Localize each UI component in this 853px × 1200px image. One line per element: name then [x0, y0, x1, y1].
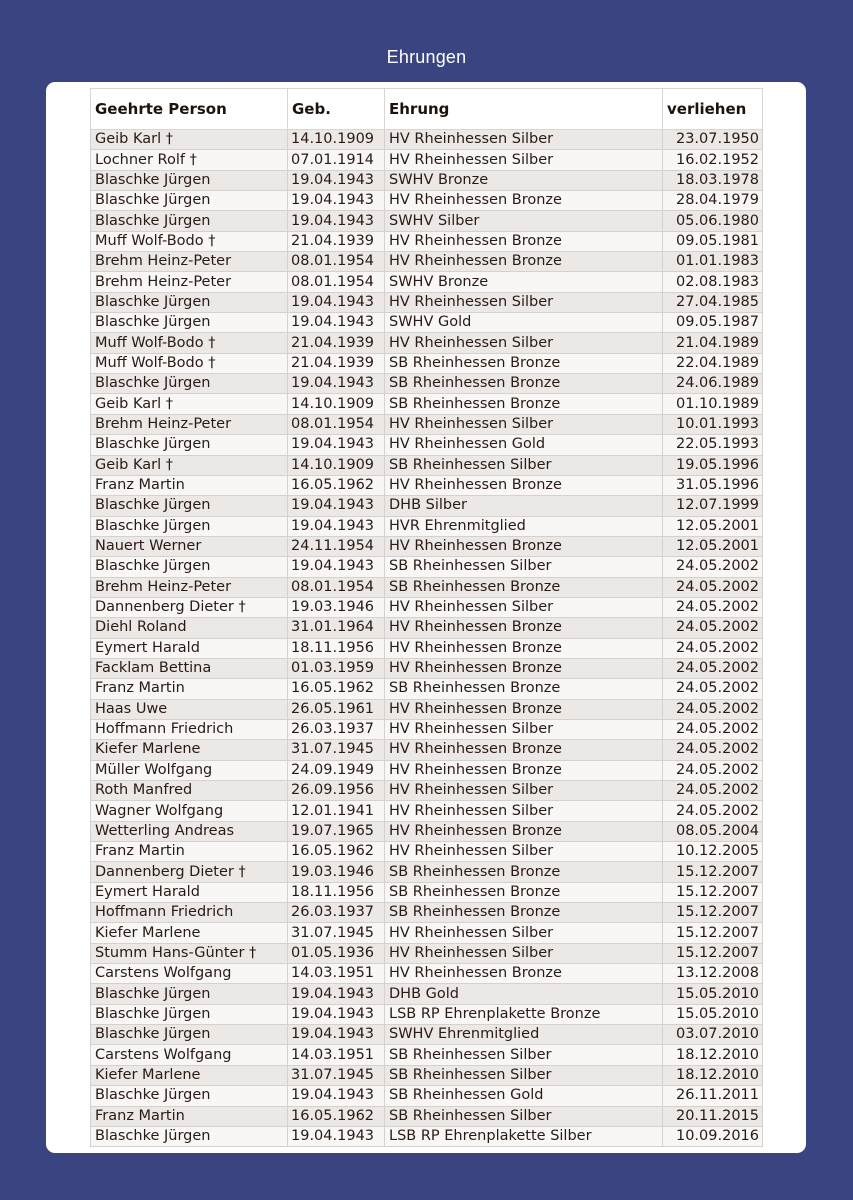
- table-row: [91, 923, 763, 943]
- table-row: [91, 231, 763, 251]
- table-row: [91, 211, 763, 231]
- table-row: [91, 760, 763, 780]
- cell-person: Blaschke Jürgen: [91, 1025, 288, 1045]
- table-row: [91, 740, 763, 760]
- cell-person: Blaschke Jürgen: [91, 1086, 288, 1106]
- cell-awarded: 21.04.1989: [663, 333, 763, 353]
- cell-birthdate: 21.04.1939: [288, 231, 385, 251]
- cell-birthdate: 14.10.1909: [288, 130, 385, 150]
- table-row: [91, 801, 763, 821]
- cell-awarded: 27.04.1985: [663, 292, 763, 312]
- cell-birthdate: 19.04.1943: [288, 292, 385, 312]
- cell-awarded: 22.04.1989: [663, 353, 763, 373]
- cell-awarded: 12.05.2001: [663, 536, 763, 556]
- cell-person: Blaschke Jürgen: [91, 1126, 288, 1146]
- cell-honor: HV Rheinhessen Bronze: [385, 252, 663, 272]
- cell-honor: SB Rheinhessen Bronze: [385, 882, 663, 902]
- cell-awarded: 16.02.1952: [663, 150, 763, 170]
- column-header-person: Geehrte Person: [91, 89, 288, 130]
- cell-honor: HV Rheinhessen Silber: [385, 842, 663, 862]
- table-row: [91, 679, 763, 699]
- cell-awarded: 10.12.2005: [663, 842, 763, 862]
- cell-awarded: 24.05.2002: [663, 699, 763, 719]
- cell-honor: SB Rheinhessen Silber: [385, 1045, 663, 1065]
- cell-person: Haas Uwe: [91, 699, 288, 719]
- cell-person: Brehm Heinz-Peter: [91, 272, 288, 292]
- cell-awarded: 24.05.2002: [663, 781, 763, 801]
- table-row: [91, 313, 763, 333]
- table-row: [91, 597, 763, 617]
- cell-birthdate: 08.01.1954: [288, 414, 385, 434]
- cell-honor: SB Rheinhessen Silber: [385, 1065, 663, 1085]
- cell-person: Lochner Rolf †: [91, 150, 288, 170]
- cell-birthdate: 26.09.1956: [288, 781, 385, 801]
- column-header-awarded: verliehen: [663, 89, 763, 130]
- cell-awarded: 15.05.2010: [663, 984, 763, 1004]
- cell-birthdate: 26.03.1937: [288, 719, 385, 739]
- cell-honor: HV Rheinhessen Silber: [385, 943, 663, 963]
- table-row: [91, 353, 763, 373]
- column-header-birthdate: Geb.: [288, 89, 385, 130]
- cell-person: Hoffmann Friedrich: [91, 719, 288, 739]
- cell-awarded: 24.06.1989: [663, 374, 763, 394]
- cell-honor: HV Rheinhessen Silber: [385, 719, 663, 739]
- cell-awarded: 18.03.1978: [663, 170, 763, 190]
- cell-person: Blaschke Jürgen: [91, 435, 288, 455]
- cell-awarded: 15.12.2007: [663, 882, 763, 902]
- table-row: [91, 618, 763, 638]
- table-row: [91, 394, 763, 414]
- cell-person: Blaschke Jürgen: [91, 191, 288, 211]
- table-row: [91, 333, 763, 353]
- cell-birthdate: 19.04.1943: [288, 1086, 385, 1106]
- cell-awarded: 24.05.2002: [663, 679, 763, 699]
- cell-birthdate: 14.03.1951: [288, 964, 385, 984]
- cell-awarded: 24.05.2002: [663, 740, 763, 760]
- table-body: [91, 130, 763, 1147]
- cell-birthdate: 01.03.1959: [288, 658, 385, 678]
- table-row: [91, 821, 763, 841]
- cell-person: Muff Wolf-Bodo †: [91, 231, 288, 251]
- cell-awarded: 15.12.2007: [663, 943, 763, 963]
- table-header-row: [91, 89, 763, 130]
- cell-birthdate: 16.05.1962: [288, 475, 385, 495]
- cell-person: Eymert Harald: [91, 638, 288, 658]
- table-row: [91, 536, 763, 556]
- cell-honor: SWHV Gold: [385, 313, 663, 333]
- cell-person: Kiefer Marlene: [91, 740, 288, 760]
- cell-birthdate: 16.05.1962: [288, 679, 385, 699]
- cell-person: Hoffmann Friedrich: [91, 903, 288, 923]
- cell-honor: SB Rheinhessen Gold: [385, 1086, 663, 1106]
- cell-awarded: 05.06.1980: [663, 211, 763, 231]
- cell-birthdate: 19.04.1943: [288, 516, 385, 536]
- cell-person: Dannenberg Dieter †: [91, 597, 288, 617]
- column-header-honor: Ehrung: [385, 89, 663, 130]
- honors-table: [90, 88, 763, 1147]
- cell-person: Geib Karl †: [91, 394, 288, 414]
- cell-awarded: 24.05.2002: [663, 658, 763, 678]
- cell-person: Brehm Heinz-Peter: [91, 414, 288, 434]
- cell-birthdate: 19.07.1965: [288, 821, 385, 841]
- cell-birthdate: 26.03.1937: [288, 903, 385, 923]
- table-row: [91, 414, 763, 434]
- cell-honor: HV Rheinhessen Silber: [385, 292, 663, 312]
- table-row: [91, 1086, 763, 1106]
- cell-person: Carstens Wolfgang: [91, 1045, 288, 1065]
- table-row: [91, 882, 763, 902]
- cell-honor: HVR Ehrenmitglied: [385, 516, 663, 536]
- cell-person: Muff Wolf-Bodo †: [91, 353, 288, 373]
- cell-awarded: 10.09.2016: [663, 1126, 763, 1146]
- cell-awarded: 24.05.2002: [663, 719, 763, 739]
- cell-honor: HV Rheinhessen Bronze: [385, 191, 663, 211]
- cell-honor: SB Rheinhessen Silber: [385, 455, 663, 475]
- table-row: [91, 130, 763, 150]
- table-row: [91, 170, 763, 190]
- cell-honor: HV Rheinhessen Gold: [385, 435, 663, 455]
- cell-person: Geib Karl †: [91, 130, 288, 150]
- cell-birthdate: 19.04.1943: [288, 1025, 385, 1045]
- cell-birthdate: 19.04.1943: [288, 557, 385, 577]
- cell-person: Roth Manfred: [91, 781, 288, 801]
- cell-awarded: 01.01.1983: [663, 252, 763, 272]
- cell-awarded: 15.12.2007: [663, 862, 763, 882]
- cell-honor: HV Rheinhessen Silber: [385, 414, 663, 434]
- cell-person: Carstens Wolfgang: [91, 964, 288, 984]
- cell-awarded: 12.07.1999: [663, 496, 763, 516]
- cell-awarded: 15.12.2007: [663, 903, 763, 923]
- cell-person: Brehm Heinz-Peter: [91, 252, 288, 272]
- cell-awarded: 15.05.2010: [663, 1004, 763, 1024]
- cell-honor: HV Rheinhessen Silber: [385, 781, 663, 801]
- table-row: [91, 1106, 763, 1126]
- cell-awarded: 01.10.1989: [663, 394, 763, 414]
- cell-honor: SWHV Bronze: [385, 170, 663, 190]
- table-row: [91, 984, 763, 1004]
- cell-honor: HV Rheinhessen Bronze: [385, 536, 663, 556]
- cell-person: Blaschke Jürgen: [91, 292, 288, 312]
- cell-birthdate: 16.05.1962: [288, 1106, 385, 1126]
- cell-honor: SB Rheinhessen Bronze: [385, 903, 663, 923]
- cell-person: Blaschke Jürgen: [91, 516, 288, 536]
- cell-awarded: 31.05.1996: [663, 475, 763, 495]
- cell-honor: DHB Silber: [385, 496, 663, 516]
- cell-person: Blaschke Jürgen: [91, 557, 288, 577]
- cell-awarded: 24.05.2002: [663, 801, 763, 821]
- cell-awarded: 28.04.1979: [663, 191, 763, 211]
- table-row: [91, 577, 763, 597]
- cell-person: Stumm Hans-Günter †: [91, 943, 288, 963]
- cell-birthdate: 14.10.1909: [288, 455, 385, 475]
- table-row: [91, 496, 763, 516]
- cell-awarded: 03.07.2010: [663, 1025, 763, 1045]
- table-row: [91, 516, 763, 536]
- cell-person: Kiefer Marlene: [91, 923, 288, 943]
- table-row: [91, 1025, 763, 1045]
- cell-awarded: 22.05.1993: [663, 435, 763, 455]
- cell-awarded: 24.05.2002: [663, 638, 763, 658]
- cell-honor: SB Rheinhessen Bronze: [385, 679, 663, 699]
- cell-awarded: 24.05.2002: [663, 618, 763, 638]
- cell-awarded: 24.05.2002: [663, 557, 763, 577]
- cell-person: Franz Martin: [91, 1106, 288, 1126]
- honors-card: [46, 82, 806, 1153]
- cell-birthdate: 19.04.1943: [288, 170, 385, 190]
- cell-honor: SB Rheinhessen Silber: [385, 1106, 663, 1126]
- cell-birthdate: 18.11.1956: [288, 638, 385, 658]
- table-row: [91, 699, 763, 719]
- table-row: [91, 435, 763, 455]
- cell-birthdate: 26.05.1961: [288, 699, 385, 719]
- cell-birthdate: 16.05.1962: [288, 842, 385, 862]
- cell-awarded: 10.01.1993: [663, 414, 763, 434]
- cell-birthdate: 19.04.1943: [288, 984, 385, 1004]
- table-row: [91, 150, 763, 170]
- cell-birthdate: 31.01.1964: [288, 618, 385, 638]
- cell-honor: DHB Gold: [385, 984, 663, 1004]
- cell-honor: SB Rheinhessen Silber: [385, 557, 663, 577]
- cell-honor: LSB RP Ehrenplakette Bronze: [385, 1004, 663, 1024]
- cell-birthdate: 19.04.1943: [288, 313, 385, 333]
- cell-honor: LSB RP Ehrenplakette Silber: [385, 1126, 663, 1146]
- table-row: [91, 252, 763, 272]
- table-row: [91, 374, 763, 394]
- cell-honor: SWHV Ehrenmitglied: [385, 1025, 663, 1045]
- cell-awarded: 18.12.2010: [663, 1045, 763, 1065]
- cell-awarded: 23.07.1950: [663, 130, 763, 150]
- cell-honor: SB Rheinhessen Bronze: [385, 577, 663, 597]
- cell-birthdate: 07.01.1914: [288, 150, 385, 170]
- cell-birthdate: 18.11.1956: [288, 882, 385, 902]
- cell-honor: HV Rheinhessen Bronze: [385, 740, 663, 760]
- table-row: [91, 1004, 763, 1024]
- cell-awarded: 15.12.2007: [663, 923, 763, 943]
- cell-honor: HV Rheinhessen Silber: [385, 130, 663, 150]
- cell-honor: HV Rheinhessen Silber: [385, 333, 663, 353]
- cell-birthdate: 19.04.1943: [288, 1126, 385, 1146]
- cell-person: Eymert Harald: [91, 882, 288, 902]
- cell-birthdate: 12.01.1941: [288, 801, 385, 821]
- cell-person: Müller Wolfgang: [91, 760, 288, 780]
- table-row: [91, 964, 763, 984]
- table-row: [91, 1065, 763, 1085]
- cell-honor: HV Rheinhessen Silber: [385, 597, 663, 617]
- cell-birthdate: 08.01.1954: [288, 272, 385, 292]
- cell-person: Blaschke Jürgen: [91, 496, 288, 516]
- cell-honor: SB Rheinhessen Bronze: [385, 862, 663, 882]
- cell-honor: HV Rheinhessen Bronze: [385, 964, 663, 984]
- cell-awarded: 24.05.2002: [663, 760, 763, 780]
- cell-awarded: 02.08.1983: [663, 272, 763, 292]
- cell-honor: HV Rheinhessen Bronze: [385, 638, 663, 658]
- cell-person: Geib Karl †: [91, 455, 288, 475]
- cell-birthdate: 14.03.1951: [288, 1045, 385, 1065]
- cell-birthdate: 19.03.1946: [288, 597, 385, 617]
- cell-person: Blaschke Jürgen: [91, 313, 288, 333]
- cell-person: Facklam Bettina: [91, 658, 288, 678]
- cell-awarded: 09.05.1981: [663, 231, 763, 251]
- table-row: [91, 475, 763, 495]
- cell-birthdate: 21.04.1939: [288, 353, 385, 373]
- cell-awarded: 20.11.2015: [663, 1106, 763, 1126]
- cell-birthdate: 14.10.1909: [288, 394, 385, 414]
- cell-birthdate: 24.09.1949: [288, 760, 385, 780]
- cell-honor: HV Rheinhessen Bronze: [385, 699, 663, 719]
- cell-birthdate: 01.05.1936: [288, 943, 385, 963]
- cell-birthdate: 19.04.1943: [288, 374, 385, 394]
- table-row: [91, 781, 763, 801]
- cell-awarded: 08.05.2004: [663, 821, 763, 841]
- cell-awarded: 18.12.2010: [663, 1065, 763, 1085]
- table-row: [91, 292, 763, 312]
- cell-birthdate: 19.04.1943: [288, 1004, 385, 1024]
- table-row: [91, 903, 763, 923]
- page-title: Ehrungen: [386, 47, 467, 67]
- table-row: [91, 719, 763, 739]
- cell-person: Blaschke Jürgen: [91, 984, 288, 1004]
- cell-person: Blaschke Jürgen: [91, 374, 288, 394]
- cell-honor: HV Rheinhessen Bronze: [385, 821, 663, 841]
- cell-birthdate: 21.04.1939: [288, 333, 385, 353]
- cell-honor: HV Rheinhessen Silber: [385, 923, 663, 943]
- cell-honor: HV Rheinhessen Bronze: [385, 231, 663, 251]
- cell-honor: SB Rheinhessen Bronze: [385, 394, 663, 414]
- table-row: [91, 455, 763, 475]
- cell-birthdate: 31.07.1945: [288, 923, 385, 943]
- cell-birthdate: 31.07.1945: [288, 740, 385, 760]
- cell-person: Franz Martin: [91, 475, 288, 495]
- cell-birthdate: 19.04.1943: [288, 435, 385, 455]
- cell-awarded: 26.11.2011: [663, 1086, 763, 1106]
- table-row: [91, 638, 763, 658]
- cell-honor: HV Rheinhessen Bronze: [385, 618, 663, 638]
- table-row: [91, 191, 763, 211]
- cell-honor: HV Rheinhessen Bronze: [385, 760, 663, 780]
- cell-person: Brehm Heinz-Peter: [91, 577, 288, 597]
- cell-person: Wagner Wolfgang: [91, 801, 288, 821]
- table-row: [91, 1045, 763, 1065]
- cell-person: Nauert Werner: [91, 536, 288, 556]
- table-row: [91, 842, 763, 862]
- cell-person: Wetterling Andreas: [91, 821, 288, 841]
- cell-honor: HV Rheinhessen Silber: [385, 150, 663, 170]
- cell-person: Franz Martin: [91, 842, 288, 862]
- cell-honor: HV Rheinhessen Silber: [385, 801, 663, 821]
- cell-birthdate: 08.01.1954: [288, 577, 385, 597]
- cell-birthdate: 31.07.1945: [288, 1065, 385, 1085]
- cell-person: Blaschke Jürgen: [91, 211, 288, 231]
- cell-person: Dannenberg Dieter †: [91, 862, 288, 882]
- cell-person: Kiefer Marlene: [91, 1065, 288, 1085]
- cell-awarded: 19.05.1996: [663, 455, 763, 475]
- cell-awarded: 09.05.1987: [663, 313, 763, 333]
- cell-person: Blaschke Jürgen: [91, 1004, 288, 1024]
- cell-person: Blaschke Jürgen: [91, 170, 288, 190]
- cell-honor: SB Rheinhessen Bronze: [385, 353, 663, 373]
- cell-person: Diehl Roland: [91, 618, 288, 638]
- cell-birthdate: 08.01.1954: [288, 252, 385, 272]
- cell-awarded: 12.05.2001: [663, 516, 763, 536]
- cell-person: Muff Wolf-Bodo †: [91, 333, 288, 353]
- table-row: [91, 943, 763, 963]
- cell-birthdate: 19.03.1946: [288, 862, 385, 882]
- cell-awarded: 24.05.2002: [663, 597, 763, 617]
- cell-person: Franz Martin: [91, 679, 288, 699]
- cell-honor: SWHV Silber: [385, 211, 663, 231]
- cell-birthdate: 19.04.1943: [288, 191, 385, 211]
- table-row: [91, 1126, 763, 1146]
- cell-birthdate: 19.04.1943: [288, 496, 385, 516]
- cell-birthdate: 24.11.1954: [288, 536, 385, 556]
- cell-honor: SWHV Bronze: [385, 272, 663, 292]
- cell-awarded: 24.05.2002: [663, 577, 763, 597]
- cell-honor: HV Rheinhessen Bronze: [385, 475, 663, 495]
- table-row: [91, 862, 763, 882]
- cell-honor: HV Rheinhessen Bronze: [385, 658, 663, 678]
- cell-birthdate: 19.04.1943: [288, 211, 385, 231]
- cell-honor: SB Rheinhessen Bronze: [385, 374, 663, 394]
- cell-awarded: 13.12.2008: [663, 964, 763, 984]
- table-row: [91, 557, 763, 577]
- table-row: [91, 658, 763, 678]
- table-row: [91, 272, 763, 292]
